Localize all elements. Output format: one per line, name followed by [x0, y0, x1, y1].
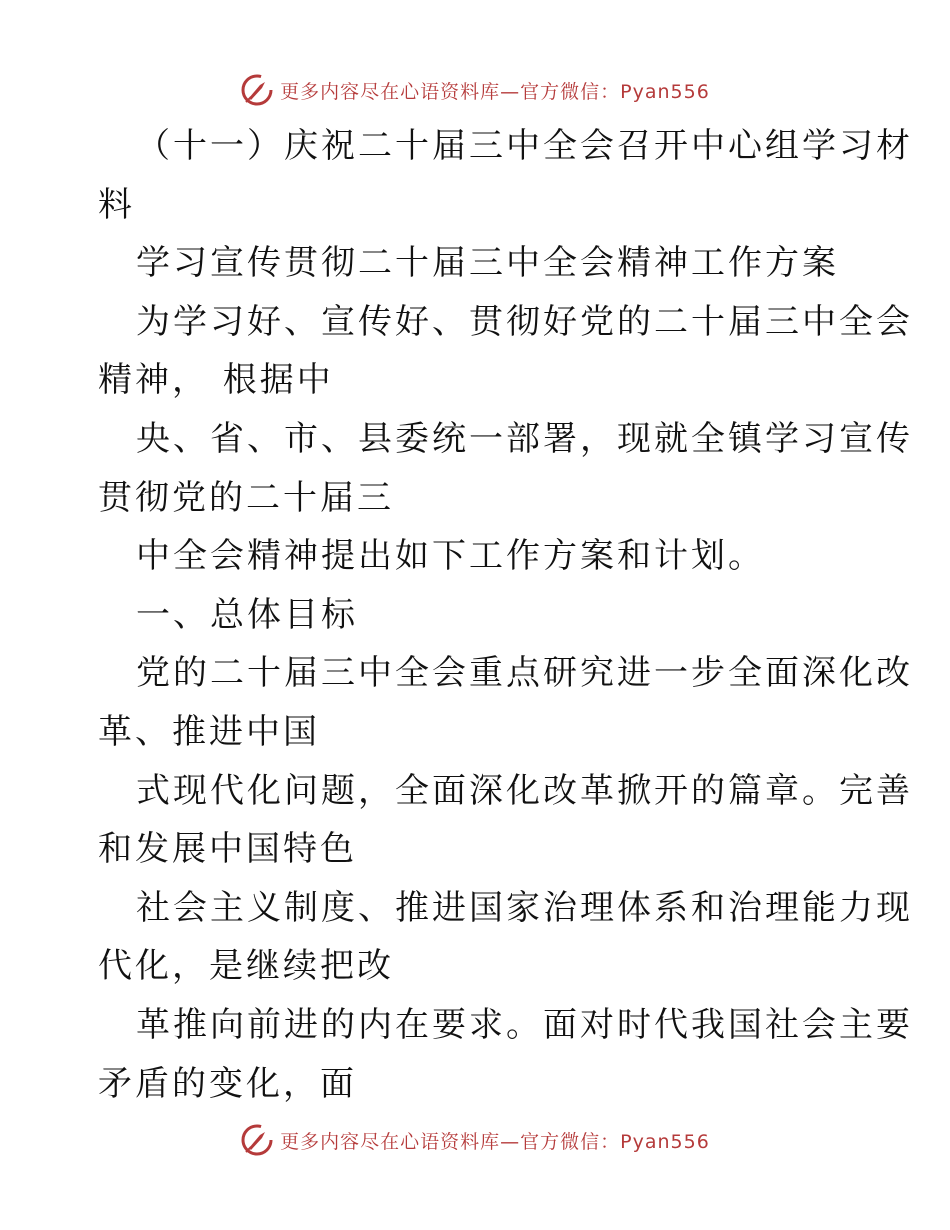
text-line: 精神， 根据中: [98, 360, 334, 401]
text-line: 矛盾的变化，面: [98, 1063, 357, 1104]
text-line: 和发展中国特色: [98, 829, 357, 870]
text-line: 党的二十届三中全会重点研究进一步全面深化改: [136, 653, 913, 694]
text-line: 贯彻党的二十届三: [98, 477, 394, 518]
document-body: [0, 117, 950, 1113]
text-line: 革、推进中国: [98, 711, 320, 752]
quill-pen-logo-icon: [240, 73, 274, 107]
header-watermark: [0, 70, 950, 110]
quill-pen-logo-icon: [240, 1123, 274, 1157]
text-line: 社会主义制度、推进国家治理体系和治理能力现: [136, 887, 913, 928]
watermark-text: 更多内容尽在心语资料库—官方微信：Pyan556: [280, 80, 710, 103]
watermark-text: 更多内容尽在心语资料库—官方微信：Pyan556: [280, 1130, 710, 1153]
text-line: 革推向前进的内在要求。面对时代我国社会主要: [136, 1004, 913, 1045]
text-line: 央、省、市、县委统一部署，现就全镇学习宣传: [136, 418, 913, 459]
footer-watermark: [0, 1120, 950, 1160]
text-line: 一、总体目标: [136, 594, 358, 635]
text-line: 学习宣传贯彻二十届三中全会精神工作方案: [136, 243, 839, 284]
text-line: 为学习好、宣传好、贯彻好党的二十届三中全会: [136, 301, 913, 342]
text-line: 式现代化问题，全面深化改革掀开的篇章。完善: [136, 770, 913, 811]
text-line: 代化，是继续把改: [98, 946, 394, 987]
text-line: （十一）庆祝二十届三中全会召开中心组学习材: [136, 126, 913, 166]
text-line: 料: [98, 184, 135, 225]
text-line: 中全会精神提出如下工作方案和计划。: [136, 536, 765, 577]
